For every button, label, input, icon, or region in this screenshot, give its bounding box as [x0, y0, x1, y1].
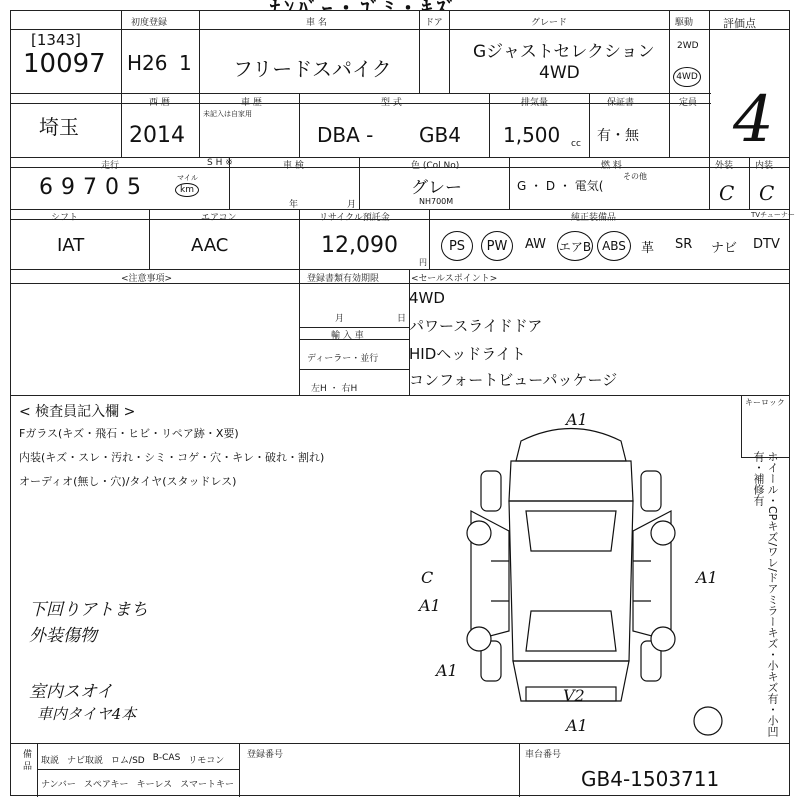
label-first-reg: 初度登録: [131, 18, 168, 28]
model-code: GB4: [419, 123, 461, 147]
label-keylock: キーロック: [745, 398, 785, 407]
auction-sheet: [10, 10, 795, 796]
label-car-name: 車 名: [306, 18, 327, 28]
inspector-audio-tire: オーディオ(無し・穴)/タイヤ(スタッドレス): [19, 475, 237, 488]
label-color: 色 (Col.No): [411, 161, 460, 171]
equip-pw: PW: [481, 231, 513, 261]
accessory-item: 取説: [41, 756, 60, 766]
inspector-note: 外装傷物: [29, 626, 97, 646]
label-mileage: 走行: [101, 161, 120, 171]
label-selling: <セールスポイント>: [411, 274, 498, 284]
damage-legend: ホイール・CPキズ/ワレ/ドアミラーキズ・小キズ有・小凹有・補修有: [752, 451, 779, 737]
accessory-item: ナンバー: [41, 780, 76, 790]
inspector-glass: Fガラス(キズ・飛石・ヒビ・リペア跡・X要): [19, 427, 239, 440]
label-chassis: 車台番号: [525, 750, 562, 760]
accessory-item: ロム/SD: [111, 756, 145, 766]
label-drive: 駆動: [675, 18, 694, 28]
accessory-item: スマートキー: [180, 780, 234, 790]
car-name: フリードスパイク: [233, 57, 392, 81]
color-value: グレー: [411, 178, 462, 198]
era-year: H26: [127, 51, 168, 75]
drive-4wd-circled: 4WD: [673, 67, 701, 87]
selling-point: コンフォートビューパッケージ: [409, 371, 618, 389]
label-regnum: 登録番号: [247, 750, 284, 760]
equip-navi: ナビ: [711, 241, 738, 256]
yen-unit: 円: [419, 258, 427, 267]
label-year: 西 暦: [149, 98, 170, 108]
label-grade: グレード: [531, 18, 568, 28]
label-import: 輸 入 車: [331, 331, 364, 341]
model-prefix: DBA -: [317, 123, 374, 147]
inspector-interior: 内装(キズ・スレ・汚れ・シミ・コゲ・穴・キレ・破れ・割れ): [19, 451, 325, 464]
mileage-digit: 0: [105, 175, 119, 200]
equip-abs: ABS: [597, 231, 631, 261]
exterior-grade: C: [719, 181, 735, 205]
label-caution: <注意事項>: [121, 274, 173, 284]
label-warranty: 保証書: [607, 98, 635, 108]
accessory-item: ナビ取説: [67, 756, 104, 766]
label-fuel: 燃 料: [601, 161, 622, 171]
accessory-item: スペアキー: [83, 780, 129, 790]
mileage-digit: 7: [83, 175, 97, 200]
label-capacity: 定員: [679, 98, 698, 108]
dealer-parallel: ディーラー・並行: [307, 354, 379, 364]
drive-2wd: 2WD: [677, 41, 699, 51]
equip-sr: SR: [675, 237, 693, 252]
selling-point: HIDヘッドライト: [409, 345, 526, 363]
recycle-value: 12,090: [321, 233, 398, 258]
era-month: 1: [179, 51, 192, 75]
rating-value: 4: [733, 83, 774, 157]
docs-day: 日: [397, 314, 407, 324]
fuel-other: その他: [623, 172, 647, 181]
aircon-value: AAC: [191, 235, 229, 256]
equip-airbag: エアB: [557, 231, 593, 261]
label-rating: 評価点: [723, 17, 756, 30]
mileage-digit: 6: [39, 175, 53, 200]
label-exterior: 外装: [715, 161, 734, 171]
equip-dtv: DTV: [753, 237, 780, 252]
selling-point: パワースライドドア: [409, 317, 543, 335]
damage-mark-left-c: C: [421, 568, 434, 587]
color-code: NH700M: [419, 197, 454, 206]
lot-number: [1343]: [31, 31, 81, 49]
label-interior: 内装: [755, 161, 774, 171]
accessory-item: キーレス: [136, 780, 173, 790]
inspector-note: 車内タイヤ4本: [37, 705, 137, 723]
equipment-list: [435, 231, 789, 263]
mile-unit: マイル: [177, 174, 198, 182]
km-unit-circled: km: [175, 183, 199, 197]
label-inspection: 車 検: [283, 161, 304, 171]
mileage-digits: [39, 175, 149, 200]
inspection-year: 年: [289, 200, 299, 210]
history-note: 未記入は自家用: [203, 110, 252, 118]
inspector-note: 下回りアトまち: [29, 600, 148, 620]
warranty-value: 有・無: [597, 128, 639, 144]
damage-mark-rear: A1: [566, 716, 588, 735]
damage-mark-front: A1: [566, 410, 588, 429]
docs-month: 月: [335, 314, 345, 324]
label-tuner: TVチューナー: [751, 211, 795, 219]
cc-unit: cc: [571, 139, 581, 149]
shift-value: IAT: [57, 235, 85, 256]
inspector-note: 室内スオイ: [29, 682, 114, 702]
displacement-value: 1,500: [503, 123, 561, 147]
label-history: 車 歴: [241, 98, 262, 108]
damage-mark-right: A1: [696, 568, 718, 587]
label-model: 型 式: [381, 98, 402, 108]
damage-mark-bumper: V2: [563, 686, 585, 705]
car-diagram: [419, 410, 718, 735]
label-door: ドア: [425, 18, 443, 28]
label-inspector: < 検査員記入欄 >: [19, 404, 136, 420]
label-equipment: 純正装備品: [571, 213, 617, 223]
grade-4wd: 4WD: [539, 63, 580, 83]
label-accessories: 備 品: [21, 749, 31, 770]
accessory-item: B-CAS: [152, 753, 181, 763]
accessories-row-1: [41, 753, 224, 766]
prefecture: 埼玉: [39, 115, 79, 139]
accessory-item: リモコン: [188, 756, 225, 766]
damage-mark-left: A1: [419, 596, 441, 615]
mileage-digit: 9: [61, 175, 75, 200]
label-recycle: リサイクル預託金: [319, 213, 390, 223]
accessories-row-2: [41, 777, 234, 790]
chassis-number: GB4-1503711: [581, 767, 720, 791]
interior-grade: C: [759, 181, 775, 205]
mileage-digit: 5: [127, 175, 141, 200]
label-aircon: エアコン: [201, 213, 237, 223]
reg-year: 2014: [129, 123, 185, 148]
auction-number: 10097: [23, 49, 106, 79]
label-docs: 登録書類有効期限: [307, 274, 380, 284]
equip-leather: 革: [641, 241, 655, 256]
label-shift: シフト: [51, 213, 79, 223]
equip-ps: PS: [441, 231, 473, 261]
label-displacement: 排気量: [521, 98, 549, 108]
grade-name: Gジャストセレクション: [473, 42, 655, 62]
inspection-month: 月: [347, 200, 357, 210]
label-sh: S H ※: [207, 158, 233, 168]
selling-point: 4WD: [409, 289, 445, 307]
fuel-options: G ・ D ・ 電気(: [517, 179, 604, 193]
damage-mark-rear-left: A1: [436, 661, 458, 680]
equip-aw: AW: [525, 237, 547, 252]
steering-side: 左H ・ 右H: [311, 384, 358, 394]
